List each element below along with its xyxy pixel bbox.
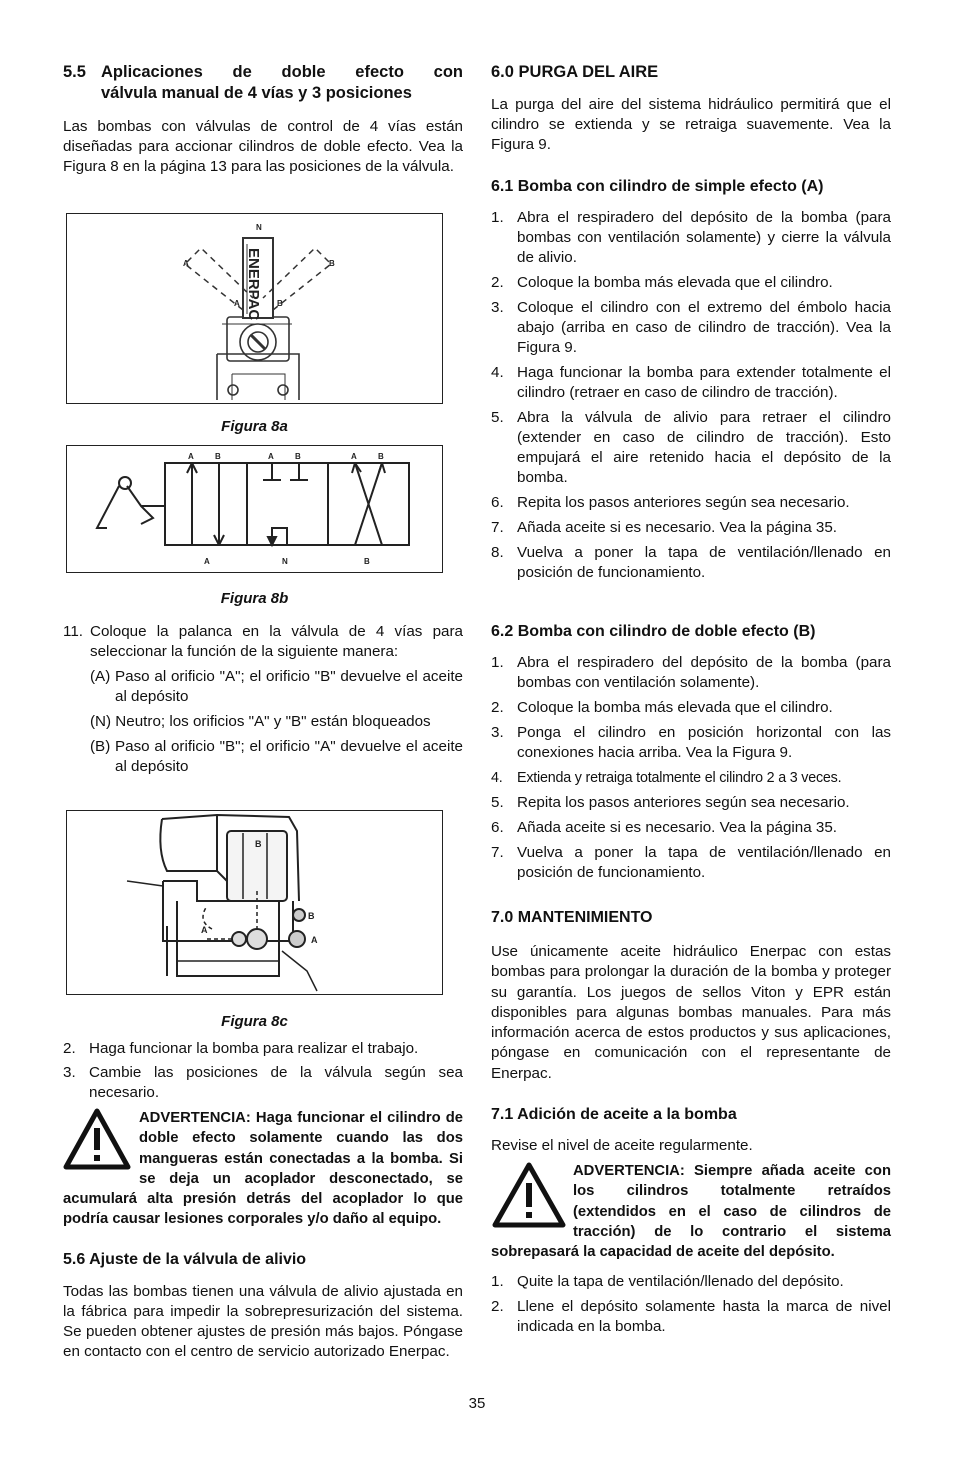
warning-triangle-icon	[63, 1108, 131, 1170]
label-b-bottom: B	[364, 557, 370, 566]
label-b: B	[308, 911, 315, 921]
figure-8a	[66, 213, 443, 404]
warning-box	[491, 1161, 891, 1262]
step-11	[63, 622, 463, 777]
section-5-6-heading: 5.6 Ajuste de la válvula de alivio	[63, 1251, 307, 1268]
section-7-1-body: Revise el nivel de aceite regularmente.	[491, 1137, 753, 1154]
label-a-left: A	[201, 925, 208, 935]
label-a1: A	[188, 452, 194, 461]
list-item: 4. Extienda y retraiga totalmente el cilindro 2 a 3 veces.	[491, 770, 842, 786]
valve-handle-illustration	[67, 214, 442, 403]
list-item: 7. Vuelva a poner la tapa de ventilación/llenado en posición de funcionamiento.	[491, 844, 891, 881]
section-6-1-steps	[491, 208, 891, 583]
section-5-6-body: Todas las bombas tienen una válvula de alivio ajustada en la fábrica para impedir la sobrepresurización del sistema. Se pueden obtener ajustes de presión más bajos. Póngase en contacto con el centro de servicio autorizado Enerpac.	[63, 1283, 463, 1360]
label-b3: B	[378, 452, 384, 461]
list-item: 3. Ponga el cilindro en posición horizontal con las conexiones hacia arriba. Vea la Figura 9.	[491, 724, 891, 761]
option-a: (A) Paso al orificio "A"; el orificio "B" devuelve el aceite al depósito	[90, 668, 463, 705]
list-item: 8. Vuelva a poner la tapa de ventilación/llenado en posición de funcionamiento.	[491, 544, 891, 581]
label-b1: B	[215, 452, 221, 461]
section-6-0-heading: 6.0 PURGA DEL AIRE	[491, 63, 659, 81]
label-a-bottom: A	[204, 557, 210, 566]
warning-text: ADVERTENCIA: Haga funcionar el cilindro de doble efecto solamente cuando las dos mangueras están conectadas a la bomba. Si se deja un acoplador desconectado, se acumulará alta presión detrás del acoplador lo que podría causar lesiones corporales y/o daño al equipo.	[63, 1110, 463, 1228]
label-b: B	[329, 259, 335, 268]
list-item: 1. Quite la tapa de ventilación/llenado del depósito.	[491, 1273, 844, 1290]
figure-8c	[66, 810, 443, 995]
figure-8c-caption: Figura 8c	[221, 1013, 288, 1030]
section-6-2-steps	[491, 653, 891, 883]
step-text: Coloque la palanca en la válvula de 4 vías para seleccionar la función de la siguiente manera:	[90, 623, 463, 660]
warning-text: ADVERTENCIA: Siempre añada aceite con los cilindros totalmente retraídos (extendidos en el caso de cilindros de tracción) de lo contrario el sistema sobrepasará la capacidad de aceite del depósito.	[491, 1163, 891, 1261]
list-item: 2. Coloque la bomba más elevada que el cilindro.	[491, 699, 833, 716]
brand-label: ENERPAC	[245, 248, 262, 321]
label-a: A	[311, 935, 318, 945]
label-a2: A	[234, 299, 240, 308]
section-7-1-steps	[491, 1272, 891, 1337]
label-a: A	[183, 259, 189, 268]
section-5-5-heading	[63, 62, 463, 104]
section-title-line1: Aplicaciones de doble efecto con	[101, 63, 463, 81]
list-item: 1. Abra el respiradero del depósito de la bomba (para bombas con ventilación solamente).	[491, 654, 891, 691]
section-6-2-heading: 6.2 Bomba con cilindro de doble efecto (B)	[491, 623, 816, 640]
list-item: 5. Repita los pasos anteriores según sea necesario.	[491, 794, 850, 811]
label-n-bottom: N	[282, 557, 288, 566]
section-7-0-heading: 7.0 MANTENIMIENTO	[491, 909, 653, 926]
section-number: 5.5	[63, 63, 86, 81]
option-b: (B) Paso al orificio "B"; el orificio "A" devuelve el aceite al depósito	[90, 738, 463, 775]
list-item: 6. Repita los pasos anteriores según sea necesario.	[491, 494, 850, 511]
list-item: 3. Coloque el cilindro con el extremo del émbolo hacia abajo (arriba en caso de cilindro de tracción). Vea la Figura 9.	[491, 299, 891, 356]
list-item: 1. Abra el respiradero del depósito de la bomba (para bombas con ventilación solamente) y cierre la válvula de alivio.	[491, 209, 891, 266]
section-7-1-heading: 7.1 Adición de aceite a la bomba	[491, 1106, 737, 1123]
label-b2: B	[277, 299, 283, 308]
list-item: 7. Añada aceite si es necesario. Vea la página 35.	[491, 519, 838, 536]
section-7-0-body: Use únicamente aceite hidráulico Enerpac con estas bombas para prolongar la duración de la bomba y proteger su garantía. Los juegos de sellos Viton y EPR están disponibles para algunas bombas manuales. Para más información acerca de estos productos y sus aplicaciones, póngase en comunicación con el representante de Enerpac.	[491, 943, 891, 1082]
step-number: 11.	[63, 623, 83, 640]
warning-box	[63, 1108, 463, 1230]
list-item: 3. Cambie las posiciones de la válvula según sea necesario.	[63, 1064, 463, 1101]
warning-triangle-icon	[491, 1161, 567, 1229]
list-item: 5. Abra la válvula de alivio para retraer el cilindro (extender en caso de cilindro de tracción). Esto empujará el aire retenido hacia el depósito de la bomba.	[491, 409, 891, 486]
label-a2: A	[268, 452, 274, 461]
section-6-0-body: La purga del aire del sistema hidráulico permitirá que el cilindro se extienda y se retraiga suavemente. Vea la Figura 9.	[491, 96, 891, 153]
label-b-small: B	[255, 839, 262, 849]
pump-valve-photo	[67, 811, 442, 994]
figure-8a-caption: Figura 8a	[221, 418, 288, 435]
section-6-1-heading: 6.1 Bomba con cilindro de simple efecto (A)	[491, 178, 824, 195]
valve-schematic-diagram	[67, 446, 442, 572]
option-n: (N) Neutro; los orificios "A" y "B" están bloqueados	[90, 713, 431, 730]
list-item: 6. Añada aceite si es necesario. Vea la página 35.	[491, 819, 838, 836]
section-title-line2: válvula manual de 4 vías y 3 posiciones	[101, 84, 412, 102]
list-item: 2. Coloque la bomba más elevada que el cilindro.	[491, 274, 833, 291]
label-b2: B	[295, 452, 301, 461]
steps-after-figure	[63, 1039, 463, 1103]
label-n: N	[256, 223, 262, 232]
label-a3: A	[351, 452, 357, 461]
list-item: 2. Llene el depósito solamente hasta la marca de nivel indicada en la bomba.	[491, 1298, 891, 1335]
list-item: 4. Haga funcionar la bomba para extender totalmente el cilindro (retraer en caso de cilindro de tracción).	[491, 364, 891, 401]
list-item: 2. Haga funcionar la bomba para realizar el trabajo.	[63, 1040, 419, 1057]
section-5-5-body: Las bombas con válvulas de control de 4 vías están diseñadas para accionar cilindros de doble efecto. Vea la Figura 8 en la página 13 para las posiciones de la válvula.	[63, 118, 463, 175]
figure-8b	[66, 445, 443, 573]
page-number: 35	[468, 1395, 486, 1412]
figure-8b-caption: Figura 8b	[220, 590, 289, 607]
